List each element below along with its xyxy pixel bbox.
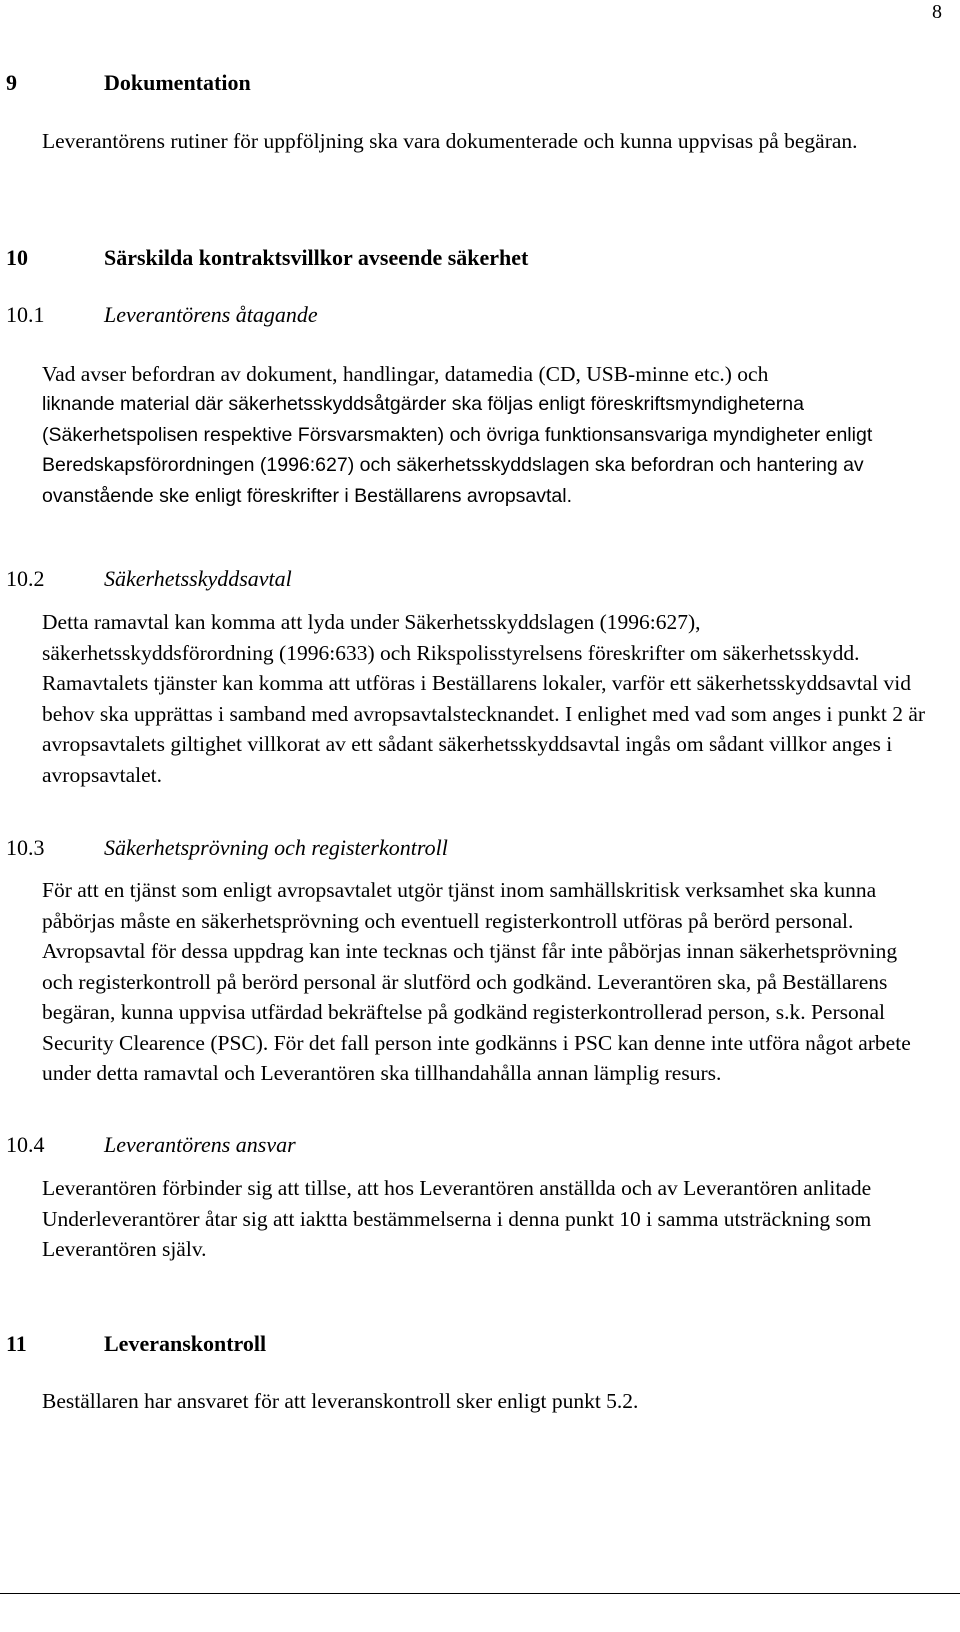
section-10-2-title: Säkerhetsskyddsavtal: [104, 566, 292, 591]
section-10-3-text: För att en tjänst som enligt avropsavtalet utgör tjänst inom samhällskritisk verksamhet ska kunna påbörjas måste en säkerhetsprövning och eventuell registerkontroll utföras på berörd personal. Avropsavtal för dessa uppdrag kan inte tecknas och tjänst får inte påbörjas innan säkerhetsprövning och registerkontroll på berörd personal är slutförd och godkänd. Leverantören ska, på Beställarens begäran, kunna uppvisa utfärdad bekräftelse på godkänd registerkontrollerad person, s.k. Personal Security Clearence (PSC). För det fall person inte godkänns i PSC kan denne inte utföra något arbete under detta ramavtal och Leverantören ska tillhandahålla annan lämplig resurs.: [42, 878, 911, 1085]
section-9-heading: [6, 69, 251, 97]
section-10-title: Särskilda kontraktsvillkor avseende säkerhet: [104, 245, 529, 270]
section-10-number: 10: [6, 245, 28, 270]
section-10-1-text: liknande material där säkerhetsskyddsåtgärder ska följas enligt föreskriftsmyndigheterna (Säkerhetspolisen respektive Försvarsmakten) och övriga funktionsansvariga myndigheter enligt Beredskapsförordningen (1996:627) och säkerhetsskyddslagen ska befordran och hantering av ovanstående ske enligt föreskrifter i Beställarens avropsavtal.: [42, 393, 873, 507]
section-10-2-heading: [6, 565, 292, 593]
section-10-2-text: Detta ramavtal kan komma att lyda under Säkerhetsskyddslagen (1996:627), säkerhetsskyddsförordning (1996:633) och Rikspolisstyrelsens föreskrifter om säkerhetsskydd. Ramavtalets tjänster kan komma att utföras i Beställarens lokaler, varför ett säkerhetsskyddsavtal vid behov ska upprättas i samband med avropsavtalstecknandet. I enlighet med vad som anges i punkt 2 är avropsavtalets giltighet villkorat av ett sådant säkerhetsskyddsavtal ingås om sådant villkor anges i avropsavtalet.: [42, 610, 926, 787]
section-10-4-text: Leverantören förbinder sig att tillse, att hos Leverantören anställda och av Leverantören anlitade Underleverantörer åtar sig att iakttа bestämmelserna i denna punkt 10 i samma utsträckning som Leverantören själv.: [42, 1176, 872, 1261]
section-11-heading: [6, 1330, 266, 1358]
section-10-4-number: 10.4: [6, 1132, 45, 1157]
section-10-1-text-intro: Vad avser befordran av dokument, handlingar, datamedia (CD, USB-minne etc.) och: [42, 362, 769, 386]
section-11-number: 11: [6, 1331, 27, 1356]
section-11-title: Leveranskontroll: [104, 1331, 267, 1356]
section-11-text: Beställaren har ansvaret för att leveranskontroll sker enligt punkt 5.2.: [42, 1389, 639, 1413]
section-10-4-title: Leverantörens ansvar: [104, 1132, 296, 1157]
section-9-title: Dokumentation: [104, 70, 251, 95]
section-10-1-heading: [6, 301, 318, 329]
page-number: 8: [932, 1, 942, 23]
section-9-text: Leverantörens rutiner för uppföljning ska vara dokumenterade och kunna uppvisas på begäran.: [42, 129, 858, 153]
section-10-1-title: Leverantörens åtagande: [104, 302, 318, 327]
section-10-heading: [6, 244, 528, 272]
section-10-4-heading: [6, 1131, 296, 1159]
section-10-3-heading: [6, 834, 448, 862]
section-10-3-title: Säkerhetsprövning och registerkontroll: [104, 835, 448, 860]
section-10-1-number: 10.1: [6, 302, 45, 327]
section-10-2-number: 10.2: [6, 566, 45, 591]
footer-rule: [0, 1593, 960, 1594]
section-9-number: 9: [6, 70, 17, 95]
section-10-3-number: 10.3: [6, 835, 45, 860]
